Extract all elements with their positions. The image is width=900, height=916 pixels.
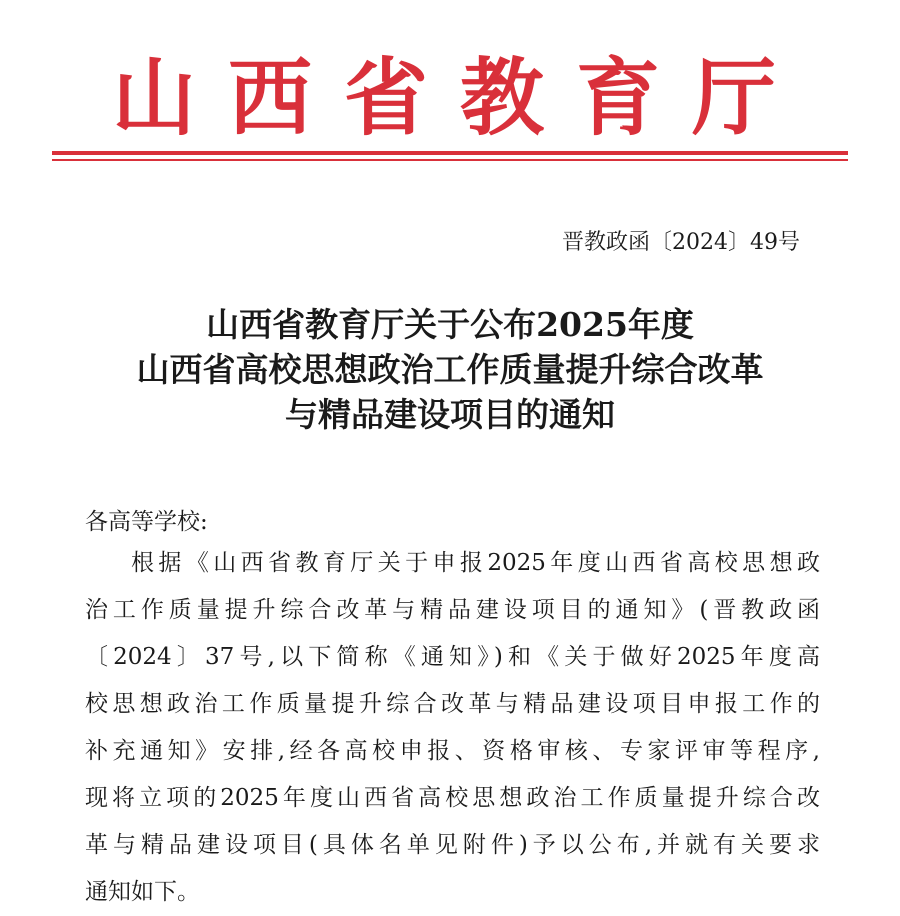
body-line-3: 〔2024〕37号,以下简称《通知》)和《关于做好2025年度高 [85,644,820,670]
letterhead-org-name: 山西省教育厅 [111,48,808,147]
title-line-2: 山西省高校思想政治工作质量提升综合改革 [136,350,764,389]
body-line-4: 校思想政治工作质量提升综合改革与精品建设项目申报工作的 [85,691,820,717]
document-number: 晋教政函〔2024〕49号 [562,230,800,255]
body-line-8: 通知如下。 [85,879,200,905]
body-line-7: 革与精品建设项目(具体名单见附件)予以公布,并就有关要求 [85,832,820,858]
letterhead-red-rule-thick [52,151,848,155]
title-line-3: 与精品建设项目的通知 [285,395,615,434]
document-title [0,302,900,437]
body-line-1: 根据《山西省教育厅关于申报2025年度山西省高校思想政 [131,550,820,576]
salutation: 各高等学校: [85,509,208,535]
body-line-6: 现将立项的2025年度山西省高校思想政治工作质量提升综合改 [85,785,820,811]
title-line-1: 山西省教育厅关于公布2025年度 [206,305,694,344]
letterhead-red-rule-thin [52,159,848,161]
body-line-5: 补充通知》安排,经各高校申报、资格审核、专家评审等程序, [85,738,820,764]
body-paragraph [85,540,820,916]
body-line-2: 治工作质量提升综合改革与精品建设项目的通知》(晋教政函 [85,597,820,623]
